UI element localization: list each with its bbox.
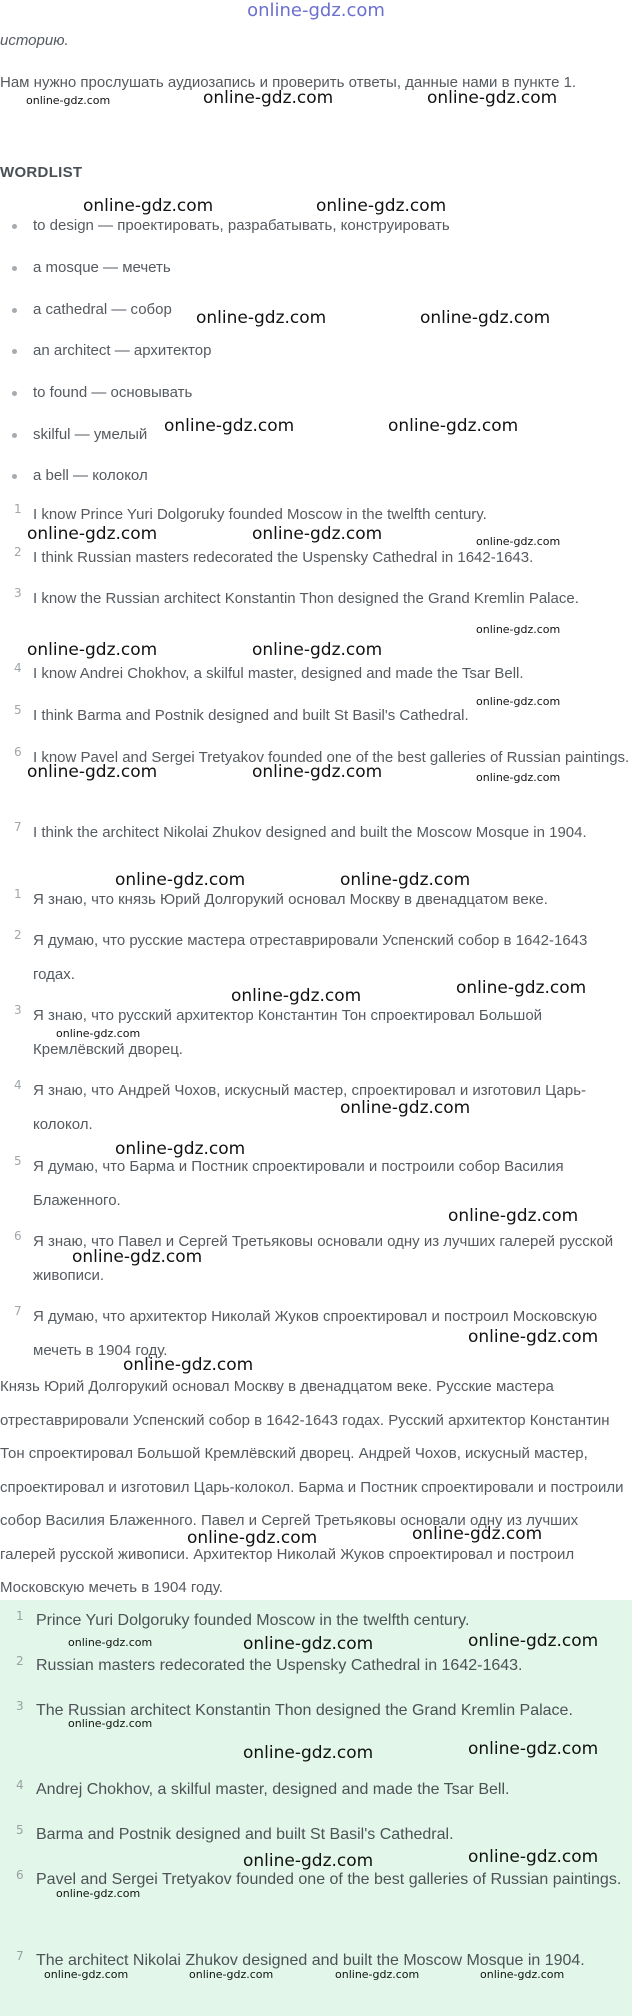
watermark: online-gdz.com (27, 640, 158, 660)
watermark: online-gdz.com (187, 1528, 318, 1548)
watermark: online-gdz.com (448, 1206, 579, 1226)
watermark: online-gdz.com (243, 1743, 374, 1763)
watermark: online-gdz.com (68, 1717, 153, 1730)
watermark: online-gdz.com (27, 524, 158, 544)
wordlist-item: a mosque — мечеть (0, 256, 620, 280)
watermark: online-gdz.com (252, 762, 383, 782)
wordlist-heading: WORDLIST (0, 164, 83, 181)
watermark: online-gdz.com (26, 94, 111, 107)
watermark: online-gdz.com (56, 1027, 141, 1040)
watermark: online-gdz.com (476, 771, 561, 784)
watermark: online-gdz.com (243, 1851, 374, 1871)
watermark: online-gdz.com (476, 695, 561, 708)
watermark: online-gdz.com (420, 308, 551, 328)
summary-paragraph: Князь Юрий Долгорукий основал Москву в двенадцатом веке. Русские мастера отреставрировали Успенский собор в 1642-1643 годах. Русский архитектор Константин Тон спроектировал Большой Кремлёвский дворец. Андрей Чохов, искусный мастер, спроектировал и изготовил Царь-колокол. Барма и Постник спроектировали и построили собор Василия Блаженного. Павел и Сергей Третьяковы основали одну из лучших галерей русской живописи. Архитектор Николай Жуков спроектировал и построил Московскую мечеть в 1904 году. (0, 1378, 624, 1596)
watermark: online-gdz.com (468, 1847, 599, 1867)
wordlist-item: an architect — архитектор (0, 339, 620, 363)
watermark: online-gdz.com (196, 308, 327, 328)
watermark: online-gdz.com (164, 416, 295, 436)
wordlist-item: skilful — умелый (0, 423, 620, 447)
watermark: online-gdz.com (388, 416, 519, 436)
bullet-icon (12, 308, 17, 313)
bullet-icon (12, 474, 17, 479)
watermark: online-gdz.com (115, 1139, 246, 1159)
watermark: online-gdz.com (456, 978, 587, 998)
watermark: online-gdz.com (189, 1968, 274, 1981)
watermark: online-gdz.com (252, 640, 383, 660)
watermark: online-gdz.com (340, 1098, 471, 1118)
watermark: online-gdz.com (44, 1968, 129, 1981)
watermark: online-gdz.com (68, 1636, 153, 1649)
intro-line-2: Нам нужно прослушать аудиозапись и проверить ответы, данные нами в пункте 1. (0, 74, 577, 91)
wordlist-item: a bell — колокол (0, 464, 620, 488)
watermark: online-gdz.com (476, 623, 561, 636)
wordlist-item: to design — проектировать, разрабатывать, конструировать (0, 214, 620, 238)
intro-line-1: историю. (0, 32, 69, 49)
watermark: online-gdz.com (123, 1355, 254, 1375)
bullet-icon (12, 266, 17, 271)
watermark: online-gdz.com (335, 1968, 420, 1981)
bullet-icon (12, 391, 17, 396)
watermark: online-gdz.com (72, 1247, 203, 1267)
wordlist-item: a cathedral — собор (0, 298, 620, 322)
bullet-icon (12, 433, 17, 438)
site-watermark-header: online-gdz.com (247, 0, 385, 21)
wordlist-item: to found — основывать (0, 381, 620, 405)
watermark: online-gdz.com (468, 1631, 599, 1651)
watermark: online-gdz.com (27, 762, 158, 782)
watermark: online-gdz.com (83, 196, 214, 216)
watermark: online-gdz.com (203, 88, 334, 108)
watermark: online-gdz.com (340, 870, 471, 890)
watermark: online-gdz.com (468, 1739, 599, 1759)
watermark: online-gdz.com (427, 88, 558, 108)
watermark: online-gdz.com (476, 535, 561, 548)
watermark: online-gdz.com (56, 1887, 141, 1900)
bullet-icon (12, 349, 17, 354)
watermark: online-gdz.com (115, 870, 246, 890)
watermark: online-gdz.com (252, 524, 383, 544)
watermark: online-gdz.com (412, 1524, 543, 1544)
watermark: online-gdz.com (480, 1968, 565, 1981)
bullet-icon (12, 224, 17, 229)
watermark: online-gdz.com (468, 1327, 599, 1347)
watermark: online-gdz.com (231, 986, 362, 1006)
watermark: online-gdz.com (243, 1634, 374, 1654)
watermark: online-gdz.com (316, 196, 447, 216)
